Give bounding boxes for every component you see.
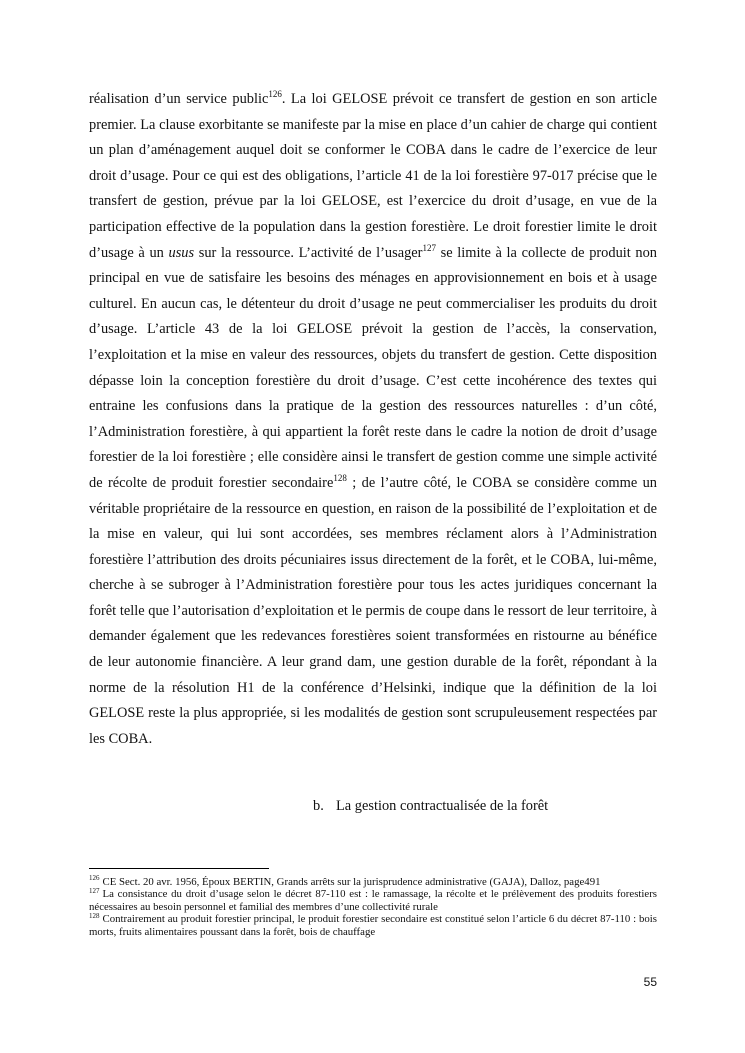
body-text-segment: . La loi GELOSE prévoit ce transfert de gestion en son article premier. La clause exorbitante se manifeste par la mise en place d’un cahier de charge qui contient un plan d’aménagement auquel doit se conformer le COBA dans le cadre de l’exercice de leur droit d’usage. Pour ce qui est des obligations, l’article 41 de la loi forestière 97-017 précise que le transfert de gestion, prévue par la loi GELOSE, est l’exercice du droit d’usage, en vue de la participation effective de la population dans la gestion forestière. Le droit forestier limite le droit d’usage à un <box>89 91 657 261</box>
footnote-item <box>89 876 657 888</box>
footnote-ref-128[interactable]: 128 <box>333 473 347 484</box>
section-letter: b. <box>313 798 324 814</box>
footnote-separator <box>89 868 269 869</box>
footnote-ref-126[interactable]: 126 <box>268 89 282 100</box>
body-text-segment: réalisation d’un service public <box>89 91 269 107</box>
footnote-ref-127[interactable]: 127 <box>422 242 436 253</box>
page-number: 55 <box>643 975 657 989</box>
footnote-number: 128 <box>89 911 100 920</box>
footnote-number: 126 <box>89 874 100 883</box>
footnote-text: CE Sect. 20 avr. 1956, Époux BERTIN, Grands arrêts sur la jurisprudence administrative (GAJA), Dalloz, page491 <box>102 876 601 888</box>
footnote-item <box>89 888 657 913</box>
section-heading <box>313 798 548 815</box>
footnotes <box>89 876 657 938</box>
footnote-number: 127 <box>89 886 100 895</box>
body-paragraph <box>89 87 657 752</box>
body-text-segment: sur la ressource. L’activité de l’usager <box>194 244 423 261</box>
footnote-item <box>89 913 657 938</box>
body-text-segment: ; de l’autre côté, le COBA se considère comme un véritable propriétaire de la ressource en question, en raison de la possibilité de l’exploitation et de la mise en valeur, qui lui sont accordées, ses membres réclament alors à l’Administration forestière l’attribution des droits pécuniaires issus directement de la forêt, et le COBA, lui-même, cherche à se subroger à l’Administration forestière pour tous les actes juridiques concernant la forêt telle que l’autorisation d’exploitation et le permis de coupe dans le ressort de leur territoire, à demander également que les redevances forestières soient transformées en ristourne au bénéfice de leur autonomie financière. A leur grand dam, une gestion durable de la forêt, répondant à la norme de la résolution H1 de la conférence d’Helsinki, indique que la définition de la loi GELOSE reste la plus appropriée, si les modalités de gestion sont scrupuleusement respectées par les COBA. <box>89 474 657 747</box>
section-title: La gestion contractualisée de la forêt <box>336 798 549 814</box>
body-emphasis-usus: usus <box>168 244 195 261</box>
body-text-segment: se limite à la collecte de produit non principal en vue de satisfaire les besoins des ménages en approvisionnement en bois et à usage culturel. En aucun cas, le détenteur du droit d’usage ne peut commercialiser les produits du droit d’usage. L’article 43 de la loi GELOSE prévoit la gestion de l’accès, la conservation, l’exploitation et la mise en valeur des ressources, objets du transfert de gestion. Cette disposition dépasse loin la conception forestière du droit d’usage. C’est cette incohérence des textes qui entraine les confusions dans la pratique de la gestion des ressources naturelles : d’un côté, l’Administration forestière, à qui appartient la forêt reste dans le cadre la notion de droit d’usage forestier de la loi forestière ; elle considère ainsi le transfert de gestion comme une simple activité de récolte de produit forestier secondaire <box>89 244 658 491</box>
footnote-text: Contrairement au produit forestier principal, le produit forestier secondaire est constitué selon l’article 6 du décret 87-110 : bois morts, fruits alimentaires poussant dans la forêt, bois de chauffage <box>89 913 657 938</box>
footnote-text: La consistance du droit d’usage selon le décret 87-110 est : le ramassage, la récolte et le prélèvement des produits forestiers nécessaires au besoin personnel et familial des membres d’une collectivité rurale <box>89 888 657 913</box>
